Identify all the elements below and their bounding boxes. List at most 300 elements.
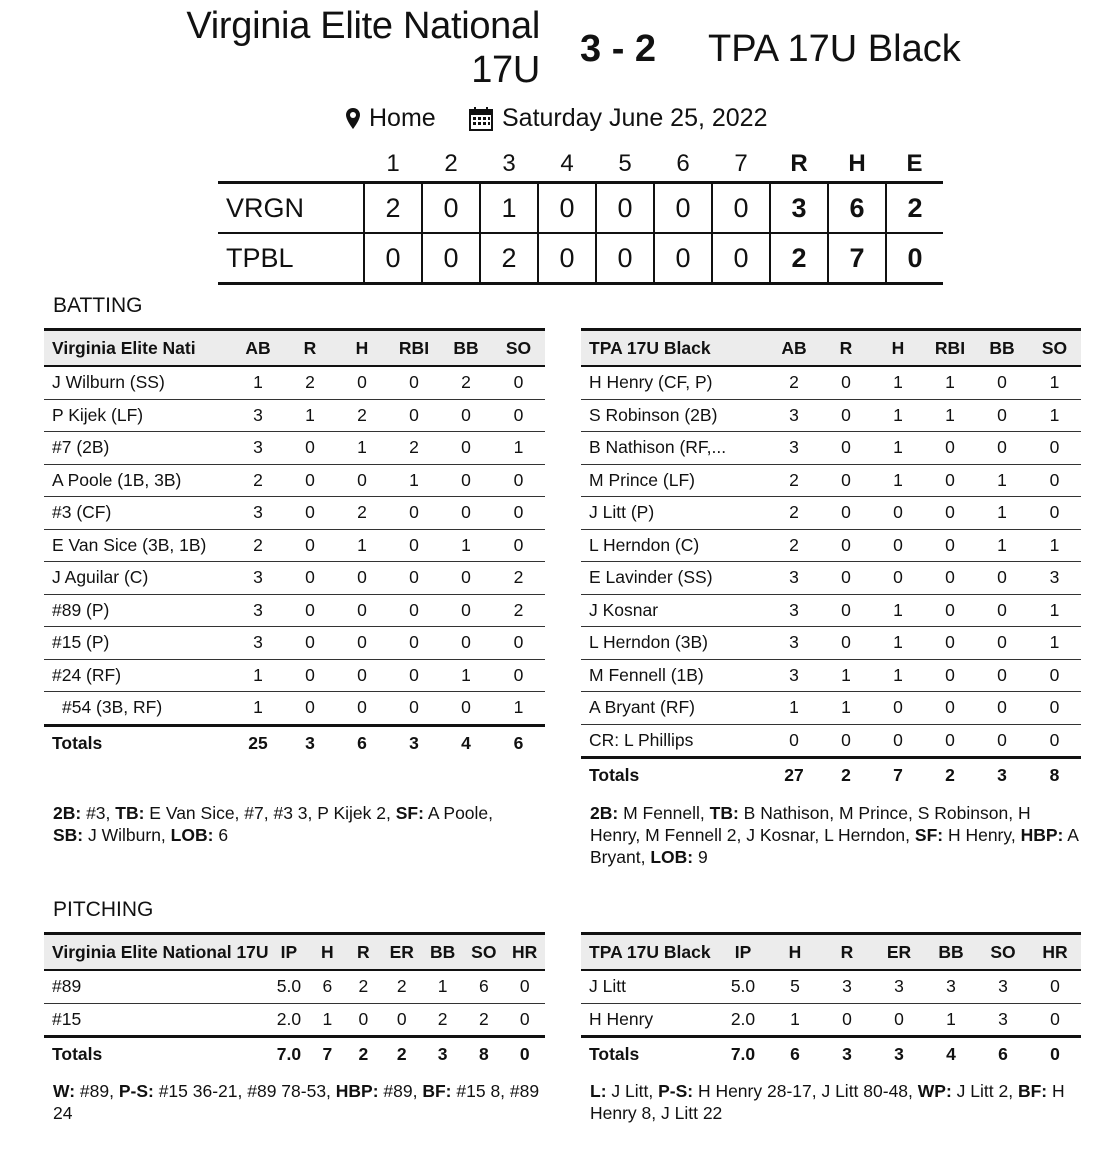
stat-value: 1: [388, 464, 440, 497]
stat-value: 1: [820, 692, 872, 725]
note-label: BF:: [1017, 1081, 1048, 1101]
player-row: [581, 366, 1081, 399]
inning-score: 0: [538, 183, 596, 234]
note-label: 2B:: [53, 803, 82, 823]
totals-value: 0: [504, 1037, 545, 1072]
stat-value: 1: [976, 464, 1028, 497]
stat-column-header: RBI: [924, 330, 976, 367]
runs-total: 2: [770, 233, 828, 284]
away-batting-table: [44, 328, 545, 760]
away-team-name: Virginia Elite National 17U: [186, 5, 540, 91]
team-abbr: TPBL: [218, 233, 364, 284]
player-row: [581, 464, 1081, 497]
stat-value: 0: [284, 432, 336, 465]
totals-row: [581, 758, 1081, 793]
note-text: 9: [693, 847, 708, 867]
stat-value: 3: [232, 627, 284, 660]
inning-score: 0: [712, 183, 770, 234]
player-name: J Wilburn (SS): [44, 366, 232, 399]
stat-value: 1: [1028, 366, 1081, 399]
stat-value: 0: [440, 399, 492, 432]
stat-value: 0: [388, 529, 440, 562]
player-name: P Kijek (LF): [44, 399, 232, 432]
stat-value: 1: [232, 692, 284, 726]
stat-value: 3: [1028, 562, 1081, 595]
linescore-row: [218, 183, 943, 234]
stat-value: 0: [284, 627, 336, 660]
team-abbr: VRGN: [218, 183, 364, 234]
stat-column-header: AB: [768, 330, 820, 367]
player-row: [581, 627, 1081, 660]
stat-value: 3: [768, 432, 820, 465]
inning-score: 0: [596, 183, 654, 234]
stat-value: 0: [924, 432, 976, 465]
stat-column-header: RBI: [388, 330, 440, 367]
stat-value: 0: [872, 562, 924, 595]
stat-value: 0: [284, 464, 336, 497]
stat-value: 0: [284, 594, 336, 627]
stat-value: 2: [284, 366, 336, 399]
team-name-header: Virginia Elite National 17U: [44, 934, 269, 971]
player-row: [581, 659, 1081, 692]
stat-value: 3: [232, 497, 284, 530]
stat-value: 3: [232, 594, 284, 627]
totals-value: 8: [1028, 758, 1081, 793]
player-name: E Lavinder (SS): [581, 562, 768, 595]
note-label: P-S:: [658, 1081, 694, 1101]
stat-value: 0: [1029, 970, 1081, 1003]
away-pitching-table: [44, 932, 545, 1071]
stat-value: 0: [336, 627, 388, 660]
stat-value: 2: [492, 562, 545, 595]
stat-value: 0: [388, 399, 440, 432]
stat-value: 0: [1028, 497, 1081, 530]
stat-value: 1: [1028, 627, 1081, 660]
inning-score: 0: [422, 233, 480, 284]
player-name: #89: [44, 970, 269, 1003]
totals-value: 8: [463, 1037, 504, 1072]
stat-value: 2: [232, 529, 284, 562]
stat-value: 1: [820, 659, 872, 692]
totals-label: Totals: [581, 1037, 717, 1072]
stat-value: 2: [768, 497, 820, 530]
player-row: [581, 497, 1081, 530]
totals-value: 3: [873, 1037, 925, 1072]
stat-value: 1: [336, 529, 388, 562]
team-name-header: TPA 17U Black: [581, 934, 717, 971]
player-name: #7 (2B): [44, 432, 232, 465]
stat-value: 0: [976, 432, 1028, 465]
stat-value: 0: [440, 692, 492, 726]
stat-value: 0: [872, 529, 924, 562]
player-name: #15: [44, 1003, 269, 1037]
note-label: 2B:: [590, 803, 619, 823]
away-pitching-notes: [53, 1080, 543, 1124]
stat-value: 1: [1028, 529, 1081, 562]
totals-value: 7: [872, 758, 924, 793]
stat-column-header: SO: [977, 934, 1029, 971]
stat-value: 0: [1028, 724, 1081, 758]
totals-value: 4: [440, 725, 492, 760]
player-row: [44, 529, 545, 562]
stat-value: 2: [440, 366, 492, 399]
stat-value: 1: [768, 692, 820, 725]
stat-value: 0: [872, 724, 924, 758]
note-label: TB:: [115, 803, 145, 823]
player-name: #89 (P): [44, 594, 232, 627]
stat-value: 1: [284, 399, 336, 432]
note-text: #89,: [378, 1081, 423, 1101]
totals-value: 25: [232, 725, 284, 760]
totals-value: 3: [976, 758, 1028, 793]
stat-column-header: AB: [232, 330, 284, 367]
stat-value: 3: [768, 594, 820, 627]
stat-value: 0: [924, 594, 976, 627]
stat-value: 0: [1028, 432, 1081, 465]
note-label: LOB:: [170, 825, 214, 845]
stat-value: 2: [388, 432, 440, 465]
note-label: TB:: [709, 803, 739, 823]
stat-value: 0: [345, 1003, 381, 1037]
stat-value: 2: [463, 1003, 504, 1037]
totals-value: 6: [769, 1037, 821, 1072]
stat-value: 0: [381, 1003, 422, 1037]
note-label: WP:: [917, 1081, 952, 1101]
runs-total: 3: [770, 183, 828, 234]
totals-label: Totals: [581, 758, 768, 793]
location-label: Home: [369, 104, 436, 132]
stat-column-header: HR: [1029, 934, 1081, 971]
stat-column-header: H: [872, 330, 924, 367]
stat-column-header: ER: [873, 934, 925, 971]
errors-total: 0: [886, 233, 943, 284]
inning-score: 0: [654, 233, 712, 284]
calendar-icon: [468, 106, 494, 132]
stat-value: 0: [976, 594, 1028, 627]
stat-value: 0: [388, 594, 440, 627]
stat-value: 0: [336, 366, 388, 399]
inning-header: 1: [386, 150, 400, 177]
stat-column-header: ER: [381, 934, 422, 971]
player-row: [44, 659, 545, 692]
stat-value: 0: [924, 659, 976, 692]
stat-value: 0: [820, 399, 872, 432]
stat-value: 1: [336, 432, 388, 465]
stat-value: 0: [924, 562, 976, 595]
player-row: [44, 1003, 545, 1037]
stat-value: 0: [820, 594, 872, 627]
stat-value: 0: [820, 562, 872, 595]
stat-value: 1: [872, 594, 924, 627]
stat-value: 1: [976, 529, 1028, 562]
stat-value: 2: [492, 594, 545, 627]
stat-value: 0: [336, 692, 388, 726]
stat-value: 2: [232, 464, 284, 497]
stat-value: 0: [976, 399, 1028, 432]
inning-score: 0: [596, 233, 654, 284]
inning-score: 0: [654, 183, 712, 234]
note-label: P-S:: [118, 1081, 154, 1101]
player-row: [44, 366, 545, 399]
stat-value: 0: [976, 692, 1028, 725]
totals-row: [581, 1037, 1081, 1072]
totals-value: 2: [381, 1037, 422, 1072]
stat-value: 0: [492, 529, 545, 562]
player-row: [44, 970, 545, 1003]
player-name: #15 (P): [44, 627, 232, 660]
stat-value: 5.0: [717, 970, 769, 1003]
note-text: E Van Sice, #7, #3 3, P Kijek 2,: [144, 803, 396, 823]
stat-column-header: R: [821, 934, 873, 971]
totals-row: [44, 725, 545, 760]
player-name: J Litt (P): [581, 497, 768, 530]
note-text: #89,: [75, 1081, 119, 1101]
stat-value: 0: [820, 627, 872, 660]
stat-value: 0: [820, 432, 872, 465]
totals-value: 3: [422, 1037, 463, 1072]
stat-column-header: BB: [976, 330, 1028, 367]
totals-value: 7: [309, 1037, 345, 1072]
stat-value: 5: [769, 970, 821, 1003]
player-row: [581, 970, 1081, 1003]
stat-value: 0: [440, 497, 492, 530]
inning-score: 0: [712, 233, 770, 284]
inning-score: 0: [422, 183, 480, 234]
stat-value: 1: [492, 432, 545, 465]
stat-value: 3: [232, 432, 284, 465]
stat-column-header: IP: [717, 934, 769, 971]
player-row: [581, 529, 1081, 562]
stat-value: 1: [872, 432, 924, 465]
inning-score: 1: [480, 183, 538, 234]
totals-label: Totals: [44, 725, 232, 760]
stat-column-header: SO: [1028, 330, 1081, 367]
note-text: B Nathison, M Prince, S Robinson, H Henry, M Fennell 2, J Kosnar, L Herndon,: [590, 803, 1031, 845]
totals-value: 4: [925, 1037, 977, 1072]
stat-column-header: H: [309, 934, 345, 971]
note-label: LOB:: [650, 847, 694, 867]
note-text: #3,: [81, 803, 116, 823]
player-name: #24 (RF): [44, 659, 232, 692]
stat-value: 0: [492, 464, 545, 497]
player-name: #3 (CF): [44, 497, 232, 530]
team-name-header: TPA 17U Black: [581, 330, 768, 367]
stat-value: 0: [336, 562, 388, 595]
stat-value: 0: [924, 497, 976, 530]
stat-value: 6: [463, 970, 504, 1003]
stat-value: 1: [872, 659, 924, 692]
stat-value: 2: [381, 970, 422, 1003]
stat-column-header: SO: [463, 934, 504, 971]
stat-value: 0: [440, 627, 492, 660]
player-name: L Herndon (C): [581, 529, 768, 562]
stat-value: 0: [1029, 1003, 1081, 1037]
player-name: B Nathison (RF,...: [581, 432, 768, 465]
stat-value: 1: [872, 627, 924, 660]
stat-column-header: H: [336, 330, 388, 367]
stat-value: 0: [976, 562, 1028, 595]
stat-value: 0: [440, 432, 492, 465]
player-name: J Litt: [581, 970, 717, 1003]
note-text: M Fennell,: [618, 803, 710, 823]
map-pin-icon: [345, 107, 361, 131]
stat-value: 0: [924, 529, 976, 562]
stat-value: 0: [440, 562, 492, 595]
errors-header: E: [906, 150, 923, 177]
linescore-row: [218, 233, 943, 284]
note-text: J Litt,: [606, 1081, 659, 1101]
stat-column-header: BB: [422, 934, 463, 971]
stat-value: 0: [976, 627, 1028, 660]
stat-value: 1: [925, 1003, 977, 1037]
player-row: [44, 497, 545, 530]
note-text: J Litt 2,: [951, 1081, 1018, 1101]
stat-value: 0: [492, 366, 545, 399]
stat-value: 3: [977, 970, 1029, 1003]
stat-value: 2: [336, 497, 388, 530]
stat-value: 0: [388, 497, 440, 530]
note-label: L:: [590, 1081, 607, 1101]
stat-value: 0: [336, 594, 388, 627]
stat-value: 0: [284, 659, 336, 692]
stat-value: 3: [232, 399, 284, 432]
stat-value: 2: [345, 970, 381, 1003]
stat-column-header: SO: [492, 330, 545, 367]
totals-value: 2: [345, 1037, 381, 1072]
inning-header: 6: [676, 150, 690, 177]
stat-value: 0: [924, 724, 976, 758]
inning-header: 5: [618, 150, 632, 177]
totals-value: 2: [820, 758, 872, 793]
stat-value: 2: [336, 399, 388, 432]
note-label: BF:: [422, 1081, 452, 1101]
player-name: J Aguilar (C): [44, 562, 232, 595]
stat-value: 1: [422, 970, 463, 1003]
inning-header: 2: [444, 150, 458, 177]
inning-score: 2: [364, 183, 422, 234]
stat-column-header: IP: [269, 934, 310, 971]
note-label: HBP:: [335, 1081, 379, 1101]
note-label: SB:: [53, 825, 84, 845]
stat-value: 2.0: [269, 1003, 310, 1037]
hits-header: H: [848, 150, 866, 177]
stat-value: 1: [769, 1003, 821, 1037]
player-row: [44, 399, 545, 432]
errors-total: 2: [886, 183, 943, 234]
stat-value: 0: [284, 497, 336, 530]
stat-value: 1: [1028, 594, 1081, 627]
stat-value: 0: [924, 464, 976, 497]
pitching-section-title: PITCHING: [53, 898, 154, 921]
stat-value: 2.0: [717, 1003, 769, 1037]
totals-label: Totals: [44, 1037, 269, 1072]
inning-header: 7: [734, 150, 748, 177]
totals-value: 2: [924, 758, 976, 793]
stat-value: 0: [492, 659, 545, 692]
stat-value: 1: [309, 1003, 345, 1037]
hits-total: 7: [828, 233, 886, 284]
stat-value: 1: [924, 399, 976, 432]
stat-value: 0: [492, 627, 545, 660]
note-text: H Henry 28-17, J Litt 80-48,: [693, 1081, 918, 1101]
stat-value: 0: [924, 692, 976, 725]
note-text: #15 36-21, #89 78-53,: [153, 1081, 336, 1101]
home-batting-table: [581, 328, 1081, 792]
player-row: [44, 432, 545, 465]
stat-value: 3: [925, 970, 977, 1003]
stat-value: 0: [976, 366, 1028, 399]
totals-value: 0: [1029, 1037, 1081, 1072]
stat-value: 0: [388, 562, 440, 595]
note-label: W:: [53, 1081, 76, 1101]
player-row: [44, 692, 545, 726]
stat-value: 6: [309, 970, 345, 1003]
stat-value: 0: [820, 464, 872, 497]
stat-value: 2: [768, 366, 820, 399]
stat-value: 0: [284, 562, 336, 595]
stat-value: 3: [232, 562, 284, 595]
stat-value: 0: [492, 497, 545, 530]
totals-value: 27: [768, 758, 820, 793]
stat-column-header: HR: [504, 934, 545, 971]
stat-value: 0: [924, 627, 976, 660]
stat-value: 0: [336, 659, 388, 692]
stat-value: 0: [388, 366, 440, 399]
stat-value: 0: [872, 497, 924, 530]
player-row: [44, 627, 545, 660]
batting-section-title: BATTING: [53, 294, 143, 317]
stat-value: 1: [924, 366, 976, 399]
game-date: [468, 104, 767, 133]
stat-column-header: R: [345, 934, 381, 971]
player-row: [581, 562, 1081, 595]
totals-value: 7.0: [269, 1037, 310, 1072]
player-name: H Henry (CF, P): [581, 366, 768, 399]
note-text: #15 8, #89 24: [53, 1081, 540, 1123]
stat-value: 3: [977, 1003, 1029, 1037]
stat-value: 0: [873, 1003, 925, 1037]
note-label: SF:: [914, 825, 944, 845]
stat-value: 2: [422, 1003, 463, 1037]
totals-row: [44, 1037, 545, 1072]
note-text: H Henry 8, J Litt 22: [590, 1081, 1065, 1123]
stat-value: 1: [232, 659, 284, 692]
player-name: H Henry: [581, 1003, 717, 1037]
stat-value: 1: [232, 366, 284, 399]
home-team-name: TPA 17U Black: [708, 28, 961, 70]
player-row: [581, 724, 1081, 758]
final-score: 3 - 2: [580, 28, 657, 70]
inning-score: 0: [538, 233, 596, 284]
stat-value: 3: [821, 970, 873, 1003]
stat-value: 0: [284, 692, 336, 726]
stat-value: 3: [873, 970, 925, 1003]
totals-value: 3: [821, 1037, 873, 1072]
stat-value: 3: [768, 562, 820, 595]
player-name: L Herndon (3B): [581, 627, 768, 660]
stat-value: 2: [768, 464, 820, 497]
stat-column-header: H: [769, 934, 821, 971]
totals-value: 7.0: [717, 1037, 769, 1072]
team-name-header: Virginia Elite Nati: [44, 330, 232, 367]
stat-value: 1: [872, 399, 924, 432]
stat-value: 0: [872, 692, 924, 725]
stat-value: 0: [820, 366, 872, 399]
stat-value: 0: [820, 497, 872, 530]
player-name: J Kosnar: [581, 594, 768, 627]
note-text: H Henry,: [943, 825, 1021, 845]
player-row: [44, 594, 545, 627]
